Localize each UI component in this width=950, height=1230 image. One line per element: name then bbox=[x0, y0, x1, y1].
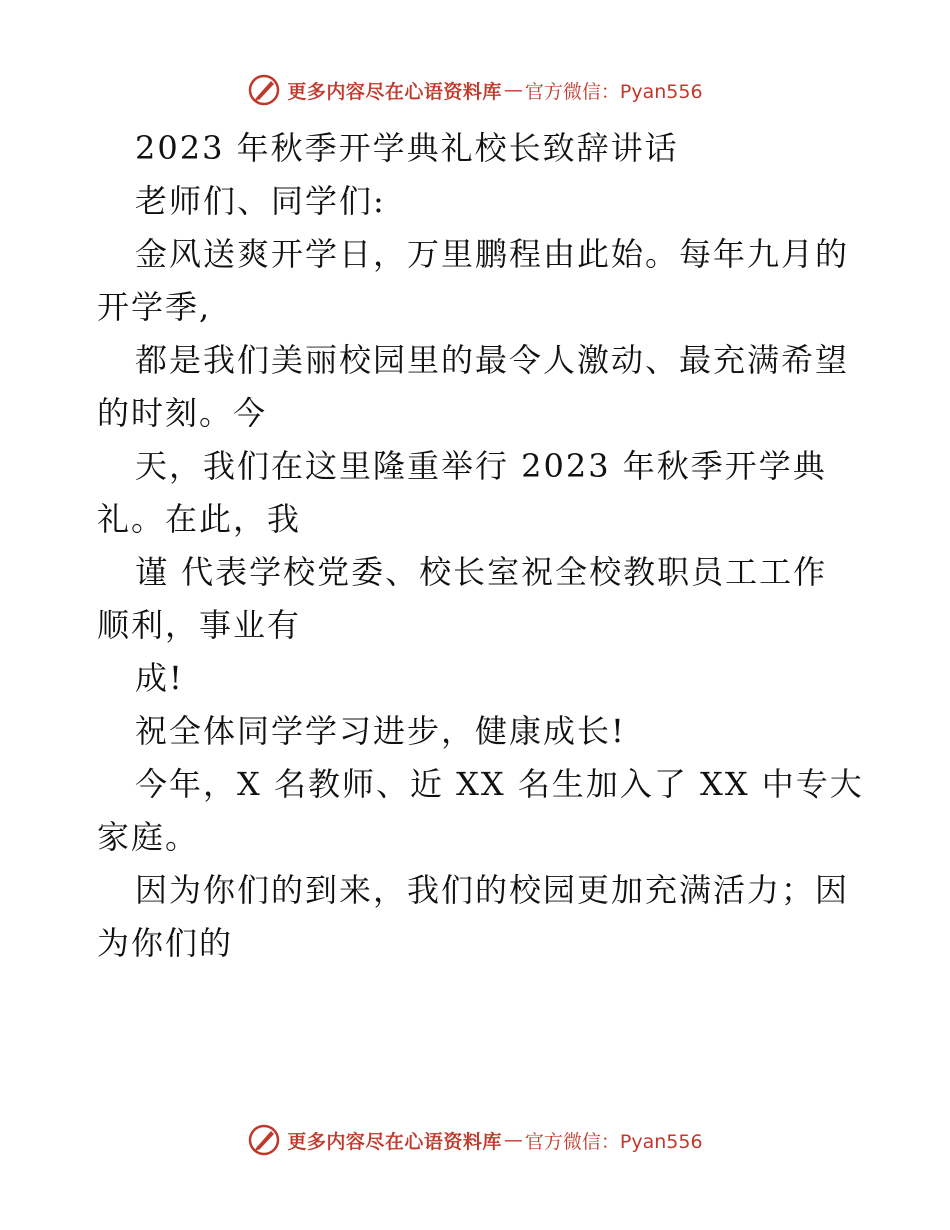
banner-separator: — bbox=[503, 79, 523, 101]
banner-brand-text: 更多内容尽在心语资料库 bbox=[287, 80, 502, 103]
banner-wechat-text: 官方微信：Pyan556 bbox=[524, 1130, 703, 1153]
text-line: 家庭。 bbox=[97, 818, 200, 856]
text-line: 老师们、同学们: bbox=[135, 182, 386, 220]
header-banner bbox=[0, 70, 950, 110]
text-line: 成! bbox=[135, 659, 184, 697]
banner-brand-text: 更多内容尽在心语资料库 bbox=[287, 1130, 502, 1153]
text-line: 天，我们在这里隆重举行 2023 年秋季开学典 bbox=[135, 447, 827, 485]
text-line: 谨 代表学校党委、校长室祝全校教职员工工作 bbox=[135, 553, 828, 591]
text-line: 2023 年秋季开学典礼校长致辞讲话 bbox=[135, 129, 679, 167]
banner-wechat-text: 官方微信：Pyan556 bbox=[524, 80, 703, 103]
text-line: 的时刻。今 bbox=[97, 394, 268, 432]
text-line: 开学季, bbox=[97, 288, 212, 326]
text-line: 祝全体同学学习进步，健康成长! bbox=[135, 712, 626, 750]
text-line: 金风送爽开学日，万里鹏程由此始。每年九月的 bbox=[135, 235, 850, 273]
text-line: 顺利，事业有 bbox=[97, 606, 302, 644]
text-line: 为你们的 bbox=[97, 924, 234, 962]
feather-pen-logo-icon bbox=[247, 1123, 281, 1157]
text-line: 都是我们美丽校园里的最令人激动、最充满希望 bbox=[135, 341, 850, 379]
text-line: 今年，X 名教师、近 XX 名生加入了 XX 中专大 bbox=[135, 765, 864, 803]
document-body bbox=[97, 122, 864, 970]
banner-separator: — bbox=[503, 1129, 523, 1151]
text-line: 礼。在此，我 bbox=[97, 500, 302, 538]
footer-banner bbox=[0, 1120, 950, 1160]
feather-pen-logo-icon bbox=[247, 73, 281, 107]
text-line: 因为你们的到来，我们的校园更加充满活力；因 bbox=[135, 871, 850, 909]
